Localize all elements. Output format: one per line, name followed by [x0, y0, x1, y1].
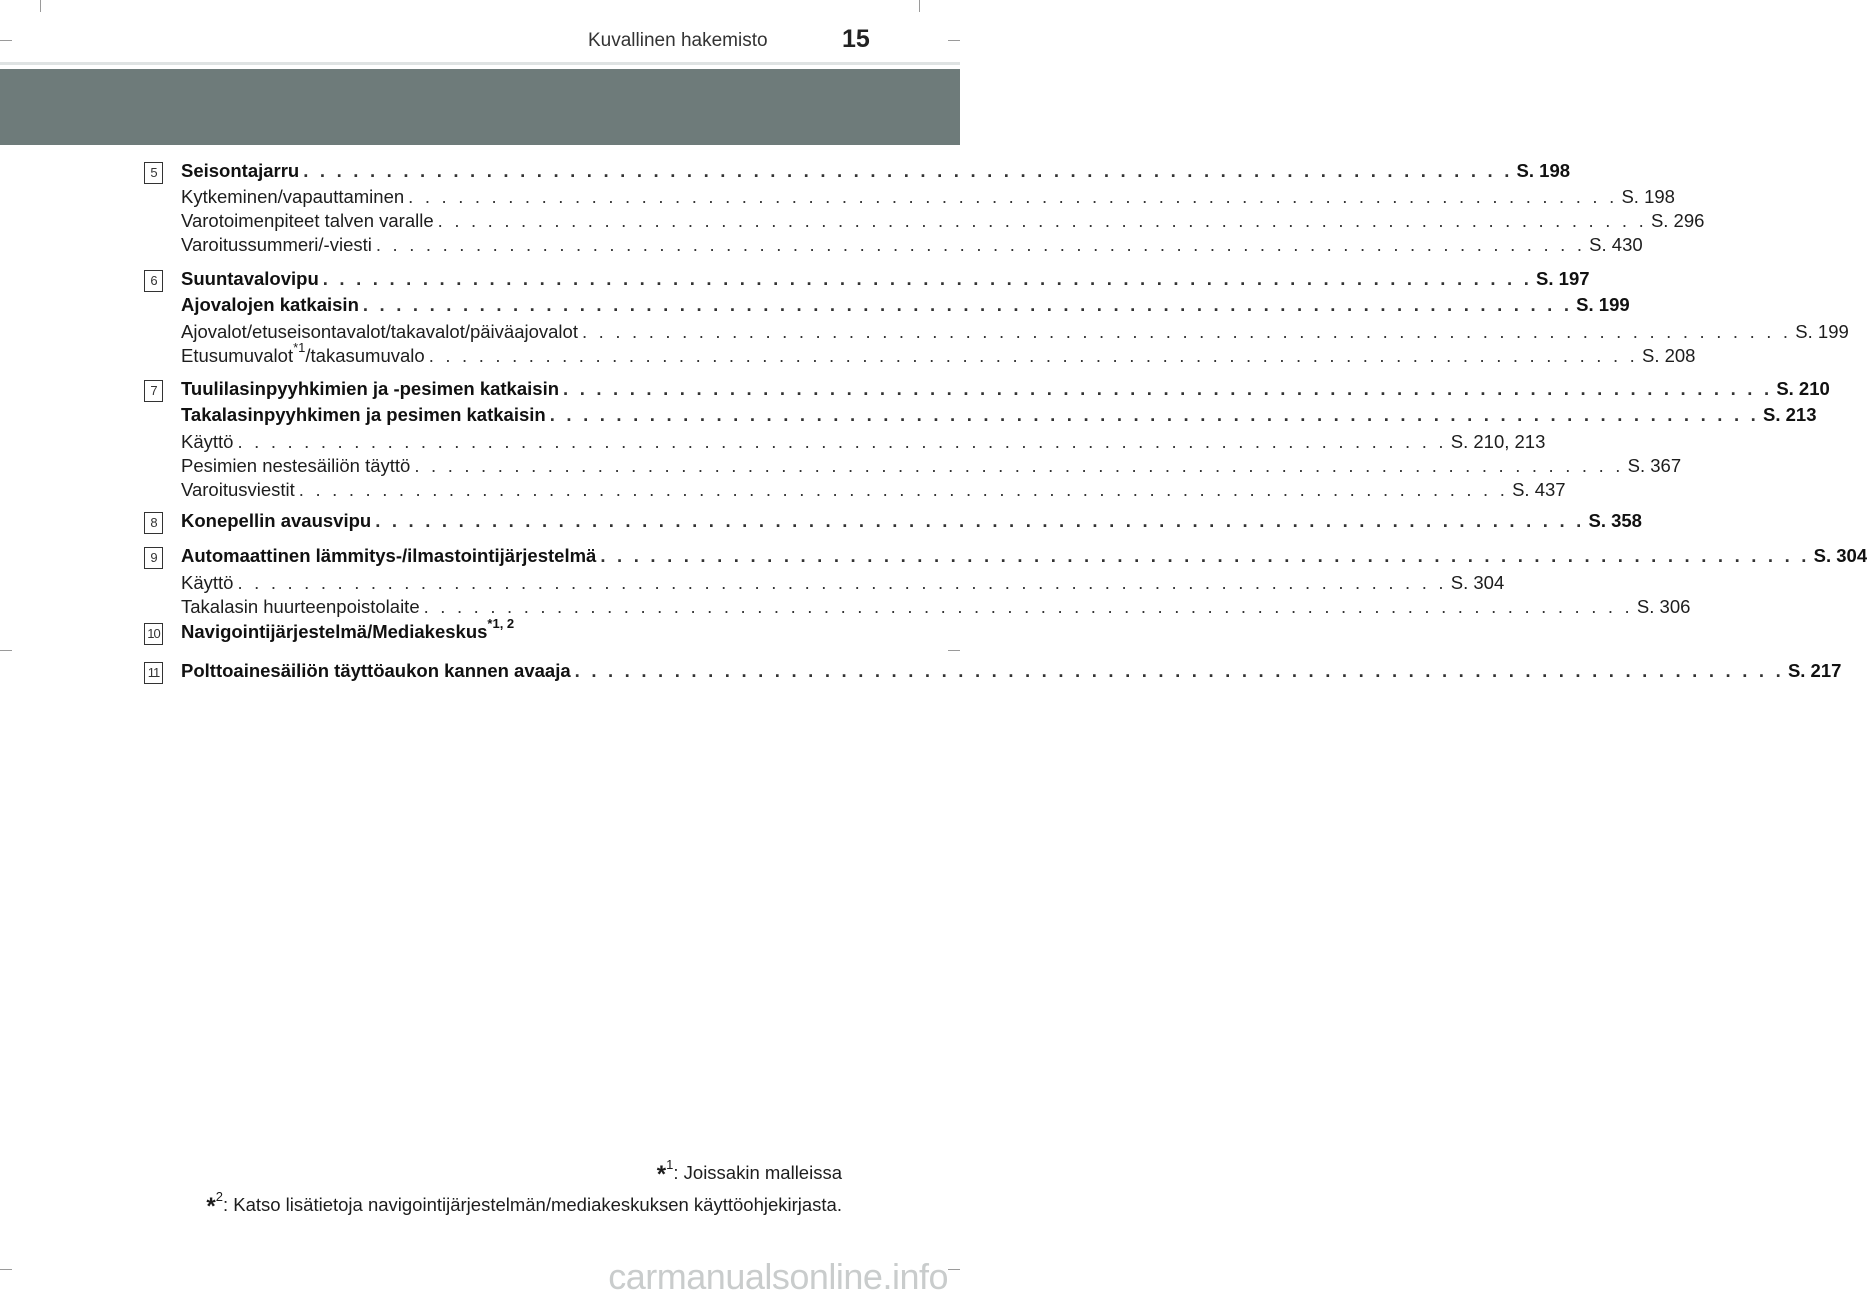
index-entry[interactable]	[181, 210, 1705, 234]
index-entry[interactable]	[181, 378, 1830, 402]
entry-label: Varoitussummeri/-viesti	[181, 234, 372, 255]
dot-leader: . . . . . . . . . . . . . . . . . . . . . . . . . . . . . . . . . . . . . . . . . . . . . . . . . . . . . . . . . . . . . . . . . . . . . . . . .	[549, 404, 1759, 425]
page-reference: S. 358	[1588, 510, 1642, 531]
entry-label: Automaattinen lämmitys-/ilmastointijärjestelmä	[181, 545, 597, 566]
dot-leader: . . . . . . . . . . . . . . . . . . . . . . . . . . . . . . . . . . . . . . . . . . . . . . . . . . . . . . . . . . . . . . . . . . . . . . . . .	[563, 378, 1773, 399]
page-reference: S. 437	[1512, 479, 1566, 500]
index-entry[interactable]	[181, 431, 1546, 455]
footnote-text: : Katso lisätietoja navigointijärjestelmän/mediakeskuksen käyttöohjekirjasta.	[222, 1194, 842, 1215]
index-entry[interactable]	[181, 545, 1867, 569]
crop-mark	[948, 650, 960, 651]
entry-label: Käyttö	[181, 572, 234, 593]
item-number-marker: 6	[144, 270, 163, 292]
dot-leader: . . . . . . . . . . . . . . . . . . . . . . . . . . . . . . . . . . . . . . . . . . . . . . . . . . . . . . . . . . . . . . . . . . . . . . . . .	[428, 345, 1638, 366]
index-entry[interactable]	[181, 160, 1571, 184]
footnote-number: 2	[215, 1188, 223, 1204]
index-entry[interactable]	[181, 510, 1642, 534]
crop-mark	[948, 1269, 960, 1270]
item-number-marker: 5	[144, 162, 163, 184]
footnote-text: : Joissakin malleissa	[673, 1162, 842, 1183]
index-entry[interactable]	[181, 268, 1590, 292]
index-entry[interactable]	[181, 455, 1682, 479]
page-reference: S. 430	[1589, 234, 1643, 255]
entry-label: Ajovalojen katkaisin	[181, 294, 359, 315]
dot-leader: . . . . . . . . . . . . . . . . . . . . . . . . . . . . . . . . . . . . . . . . . . . . . . . . . . . . . . . . . . . . . . . . . . . . . . . . .	[237, 572, 1447, 593]
dot-leader: . . . . . . . . . . . . . . . . . . . . . . . . . . . . . . . . . . . . . . . . . . . . . . . . . . . . . . . . . . . . . . . . . . . . . . . . .	[437, 210, 1647, 231]
index-entry[interactable]	[181, 321, 1849, 345]
page-reference: S. 199	[1576, 294, 1630, 315]
footnote-star: *	[656, 1161, 667, 1188]
dot-leader: . . . . . . . . . . . . . . . . . . . . . . . . . . . . . . . . . . . . . . . . . . . . . . . . . . . . . . . . . . . . . . . . . . . . . . . . .	[322, 268, 1533, 289]
page-reference: S. 198	[1621, 186, 1675, 207]
index-entry[interactable]	[181, 234, 1643, 258]
page-header-title: Kuvallinen hakemisto	[588, 30, 768, 51]
entry-label: Takalasinpyyhkimen ja pesimen katkaisin	[181, 404, 546, 425]
page-reference: S. 208	[1641, 345, 1696, 366]
item-number-marker: 10	[144, 623, 163, 645]
entry-label: Tuulilasinpyyhkimien ja -pesimen katkaisin	[181, 378, 560, 399]
entry-label: Pesimien nestesäiliön täyttö	[181, 455, 411, 476]
item-number-marker: 7	[144, 380, 163, 402]
page-reference: S. 210, 213	[1450, 431, 1546, 452]
page-reference: S. 217	[1787, 660, 1842, 681]
crop-mark	[40, 0, 41, 12]
dot-leader: . . . . . . . . . . . . . . . . . . . . . . . . . . . . . . . . . . . . . . . . . . . . . . . . . . . . . . . . . . . . . . . . . . . . . . . . .	[237, 431, 1447, 452]
entry-label: Käyttö	[181, 431, 234, 452]
page-reference: S. 304	[1813, 545, 1867, 566]
dot-leader: . . . . . . . . . . . . . . . . . . . . . . . . . . . . . . . . . . . . . . . . . . . . . . . . . . . . . . . . . . . . . . . . . . . . . . . . .	[408, 186, 1618, 207]
index-entry[interactable]	[181, 572, 1505, 596]
index-entry[interactable]	[181, 404, 1817, 428]
entry-label: Etusumuvalot$^{*1}$/takasumuvalo	[181, 339, 425, 366]
page-reference: S. 198	[1516, 160, 1571, 181]
entry-label: Varotoimenpiteet talven varalle	[181, 210, 434, 231]
footnote-number: 1	[666, 1156, 674, 1172]
crop-mark	[948, 40, 960, 41]
page-reference: S. 306	[1636, 596, 1691, 617]
index-entry[interactable]	[181, 339, 1696, 369]
item-number-marker: 9	[144, 547, 163, 569]
dot-leader: . . . . . . . . . . . . . . . . . . . . . . . . . . . . . . . . . . . . . . . . . . . . . . . . . . . . . . . . . . . . . . . . . . . . . . . . .	[375, 234, 1586, 255]
dot-leader: . . . . . . . . . . . . . . . . . . . . . . . . . . . . . . . . . . . . . . . . . . . . . . . . . . . . . . . . . . . . . . . . . . . . . . . . .	[362, 294, 1573, 315]
dot-leader: . . . . . . . . . . . . . . . . . . . . . . . . . . . . . . . . . . . . . . . . . . . . . . . . . . . . . . . . . . . . . . . . . . . . . . . . .	[423, 596, 1633, 617]
dot-leader: . . . . . . . . . . . . . . . . . . . . . . . . . . . . . . . . . . . . . . . . . . . . . . . . . . . . . . . . . . . . . . . . . . . . . . . . .	[303, 160, 1513, 181]
crop-mark	[0, 650, 12, 651]
dot-leader: . . . . . . . . . . . . . . . . . . . . . . . . . . . . . . . . . . . . . . . . . . . . . . . . . . . . . . . . . . . . . . . . . . . . . . . . .	[375, 510, 1585, 531]
entry-label: Seisontajarru	[181, 160, 300, 181]
index-entry[interactable]	[181, 615, 804, 645]
index-entry[interactable]	[181, 479, 1566, 503]
footnote-2	[206, 1190, 842, 1218]
page-reference: S. 304	[1450, 572, 1505, 593]
item-number-marker: 11	[144, 662, 163, 684]
page-number: 15	[842, 25, 870, 53]
entry-label: Varoitusviestit	[181, 479, 295, 500]
page-reference: S. 367	[1627, 455, 1682, 476]
dot-leader: . . . . . . . . . . . . . . . . . . . . . . . . . . . . . . . . . . . . . . . . . . . . . . . . . . . . . . . . . . . . . . . . . . . . . . . . .	[414, 455, 1624, 476]
header-band	[0, 69, 960, 145]
entry-label: Kytkeminen/vapauttaminen	[181, 186, 405, 207]
page-reference: S. 197	[1536, 268, 1590, 289]
entry-label: Polttoainesäiliön täyttöaukon kannen avaaja	[181, 660, 571, 681]
dot-leader: . . . . . . . . . . . . . . . . . . . . . . . . . . . . . . . . . . . . . . . . . . . . . . . . . . . . . . . . . . . . . . . . . . . . . . . . .	[574, 660, 1784, 681]
entry-label: Konepellin avausvipu	[181, 510, 372, 531]
crop-mark	[0, 1269, 12, 1270]
dot-leader: . . . . . . . . . . . . . . . . . . . . . . . . . . . . . . . . . . . . . . . . . . . . . . . . . . . . . . . . . . . . . . . . . . . . . . . . .	[581, 321, 1792, 342]
crop-mark	[919, 0, 920, 12]
page-reference: S. 213	[1763, 404, 1817, 425]
entry-label: Navigointijärjestelmä/Mediakeskus$^{*1, 2}$	[181, 615, 515, 642]
page-reference: S. 199	[1795, 321, 1849, 342]
page-reference: S. 210	[1776, 378, 1830, 399]
header-rule	[0, 62, 960, 65]
entry-label: Ajovalot/etuseisontavalot/takavalot/päiväajovalot	[181, 321, 578, 342]
footnote-ref: *1	[293, 339, 306, 355]
entry-label: Takalasin huurteenpoistolaite	[181, 596, 420, 617]
item-number-marker: 8	[144, 512, 163, 534]
crop-mark	[0, 40, 12, 41]
footnote-1	[657, 1158, 842, 1186]
index-entry[interactable]	[181, 186, 1675, 210]
dot-leader: . . . . . . . . . . . . . . . . . . . . . . . . . . . . . . . . . . . . . . . . . . . . . . . . . . . . . . . . . . . . . . . . . . . . . . . . .	[298, 479, 1509, 500]
footnote-ref: *1, 2	[487, 615, 515, 631]
watermark: carmanualsonline.info	[608, 1256, 948, 1297]
dot-leader: . . . . . . . . . . . . . . . . . . . . . . . . . . . . . . . . . . . . . . . . . . . . . . . . . . . . . . . . . . . . . . . . . . . . . . . . .	[600, 545, 1810, 566]
entry-label: Suuntavalovipu	[181, 268, 319, 289]
footnote-star: *	[206, 1193, 216, 1220]
index-entry[interactable]	[181, 294, 1630, 318]
index-entry[interactable]	[181, 660, 1842, 684]
page-reference: S. 296	[1650, 210, 1705, 231]
